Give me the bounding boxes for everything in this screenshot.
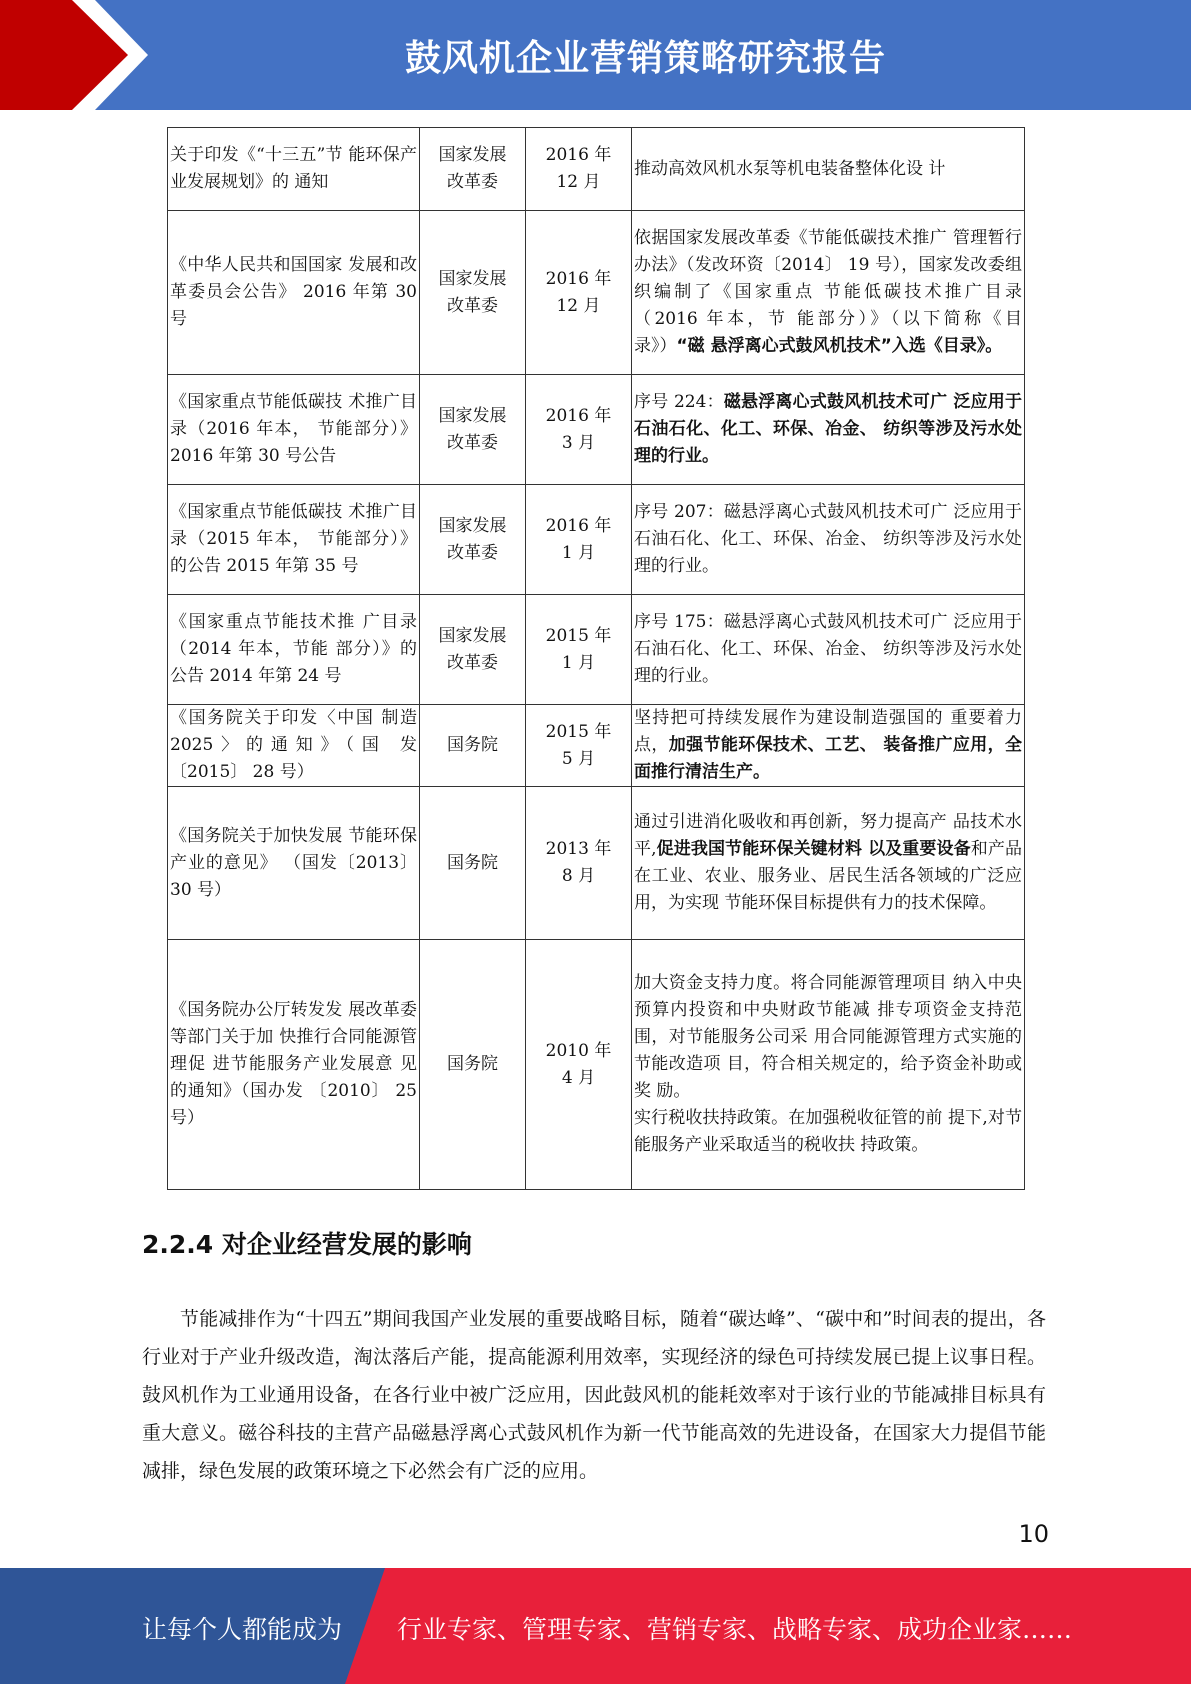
issue-date-cell: 2016 年 12 月 — [526, 128, 632, 211]
table-row — [168, 211, 1025, 375]
issuing-dept-cell: 国家发展改革委 — [420, 595, 526, 705]
content-segment: 实行税收扶持政策。在加强税收征管的前 提下,对节能服务产业采取适当的税收扶 持政策。 — [634, 1108, 1022, 1155]
issue-date-cell: 2015 年 1 月 — [526, 595, 632, 705]
content-segment: 和产品在工业、农业、服务业、居民生活各领域的广泛应用，为实现 节能环保目标提供有力的技术保障。 — [634, 839, 1023, 913]
content-bold-segment: 促进我国节能环保关键材料 以及重要设备 — [656, 839, 971, 859]
policy-name-cell: 《中华人民共和国国家 发展和改革委员会公告》 2016 年第 30 号 — [168, 211, 420, 375]
table-row — [168, 485, 1025, 595]
issue-date-cell: 2016 年 12 月 — [526, 211, 632, 375]
section-title: 2.2.4 对企业经营发展的影响 — [142, 1230, 472, 1259]
policy-name-cell: 《国家重点节能技术推 广目录（2014 年本，节能 部分）》的公告 2014 年第 24 号 — [168, 595, 420, 705]
issue-date-cell: 2016 年 1 月 — [526, 485, 632, 595]
policy-name-cell: 《国家重点节能低碳技 术推广目录（2015 年本， 节能部分）》的公告 2015 年第 35 号 — [168, 485, 420, 595]
table-row — [168, 940, 1025, 1190]
issue-date-cell: 2015 年 5 月 — [526, 705, 632, 787]
policy-content-cell — [632, 705, 1025, 787]
table-row — [168, 595, 1025, 705]
policy-name-cell: 《国务院关于加快发展 节能环保产业的意见》 （国发〔2013〕 30 号） — [168, 787, 420, 940]
table-row — [168, 128, 1025, 211]
issuing-dept-cell: 国务院 — [420, 787, 526, 940]
policy-content-cell — [632, 940, 1025, 1190]
content-segment: 序号 224： — [634, 392, 724, 412]
issuing-dept-cell: 国家发展改革委 — [420, 128, 526, 211]
content-segment: 通过引进消化吸收和再创新，努力提高产 品技术水平, — [634, 812, 1022, 859]
page-number: 10 — [1018, 1520, 1049, 1548]
policy-content-cell — [632, 485, 1025, 595]
policy-content-cell — [632, 595, 1025, 705]
content-segment: 序号 207：磁悬浮离心式鼓风机技术可广 泛应用于石油石化、化工、环保、冶金、 纺织等涉及污水处理的行业。 — [634, 502, 1022, 576]
content-segment: 依据国家发展改革委《节能低碳技术推广 管理暂行办法》（发改环资〔2014〕 19 号），国家发改委组织编制了《国家重点 节能低碳技术推广目录（2016 年本，节 能部分）》（以下简称《目录》） — [634, 228, 1022, 356]
table-row — [168, 787, 1025, 940]
section-paragraph: 节能减排作为“十四五”期间我国产业发展的重要战略目标，随着“碳达峰”、“碳中和”时间表的提出，各行业对于产业升级改造，淘汰落后产能，提高能源利用效率，实现经济的绿色可持续发展已提上议事日程。鼓风机作为工业通用设备，在各行业中被广泛应用，因此鼓风机的能耗效率对于该行业的节能减排目标具有重大意义。磁谷科技的主营产品磁悬浮离心式鼓风机作为新一代节能高效的先进设备，在国家大力提倡节能减排，绿色发展的政策环境之下必然会有广泛的应用。 — [142, 1308, 1046, 1482]
issuing-dept-cell: 国家发展改革委 — [420, 485, 526, 595]
policy-name-cell: 《国务院关于印发〈中国 制造 2025〉的通知》（国 发〔2015〕 28 号） — [168, 705, 420, 787]
content-segment: 坚持把可持续发展作为建设制造强国的 重要着力点， — [634, 708, 1022, 755]
issuing-dept-cell: 国家发展改革委 — [420, 211, 526, 375]
policy-table-body — [168, 128, 1025, 1190]
issue-date-cell: 2010 年 4 月 — [526, 940, 632, 1190]
issuing-dept-cell: 国务院 — [420, 940, 526, 1190]
table-row — [168, 705, 1025, 787]
policy-content-cell — [632, 787, 1025, 940]
policy-name-cell: 《国家重点节能低碳技 术推广目录（2016 年本， 节能部分）》2016 年第 30 号公告 — [168, 375, 420, 485]
footer-slogan-right: 行业专家、管理专家、营销专家、战略专家、成功企业家…… — [397, 1615, 1073, 1644]
content-bold-segment: 加强节能环保技术、工艺、 装备推广应用，全面推行清洁生产。 — [634, 735, 1022, 782]
issuing-dept-cell: 国家发展改革委 — [420, 375, 526, 485]
footer-slogan-left: 让每个人都能成为 — [142, 1615, 343, 1644]
content-bold-segment: “磁 悬浮离心式鼓风机技术”入选《目录》。 — [676, 336, 1003, 356]
issuing-dept-cell: 国务院 — [420, 705, 526, 787]
policy-name-cell: 关于印发《“十三五”节 能环保产业发展规划》的 通知 — [168, 128, 420, 211]
policy-content-cell — [632, 375, 1025, 485]
issue-date-cell: 2013 年 8 月 — [526, 787, 632, 940]
policy-name-cell: 《国务院办公厅转发发 展改革委等部门关于加 快推行合同能源管理促 进节能服务产业发展意 见的通知》（国办发 〔2010〕 25 号） — [168, 940, 420, 1190]
policy-content-cell — [632, 128, 1025, 211]
content-segment: 推动高效风机水泵等机电装备整体化设 计 — [634, 158, 946, 179]
issue-date-cell: 2016 年 3 月 — [526, 375, 632, 485]
policy-content-cell — [632, 211, 1025, 375]
content-segment: 加大资金支持力度。将合同能源管理项目 纳入中央预算内投资和中央财政节能减 排专项资金支持范围，对节能服务公司采 用合同能源管理方式实施的节能改造项 目，符合相关规定的，给予资金补助或奖 励。 — [634, 973, 1022, 1101]
report-title: 鼓风机企业营销策略研究报告 — [404, 37, 886, 79]
content-segment: 序号 175：磁悬浮离心式鼓风机技术可广 泛应用于石油石化、化工、环保、冶金、 纺织等涉及污水处理的行业。 — [634, 612, 1022, 686]
table-row — [168, 375, 1025, 485]
content-bold-segment: 磁悬浮离心式鼓风机技术可广 泛应用于石油石化、化工、环保、冶金、 纺织等涉及污水处理的行业。 — [634, 392, 1022, 466]
policy-table — [167, 127, 1025, 1190]
